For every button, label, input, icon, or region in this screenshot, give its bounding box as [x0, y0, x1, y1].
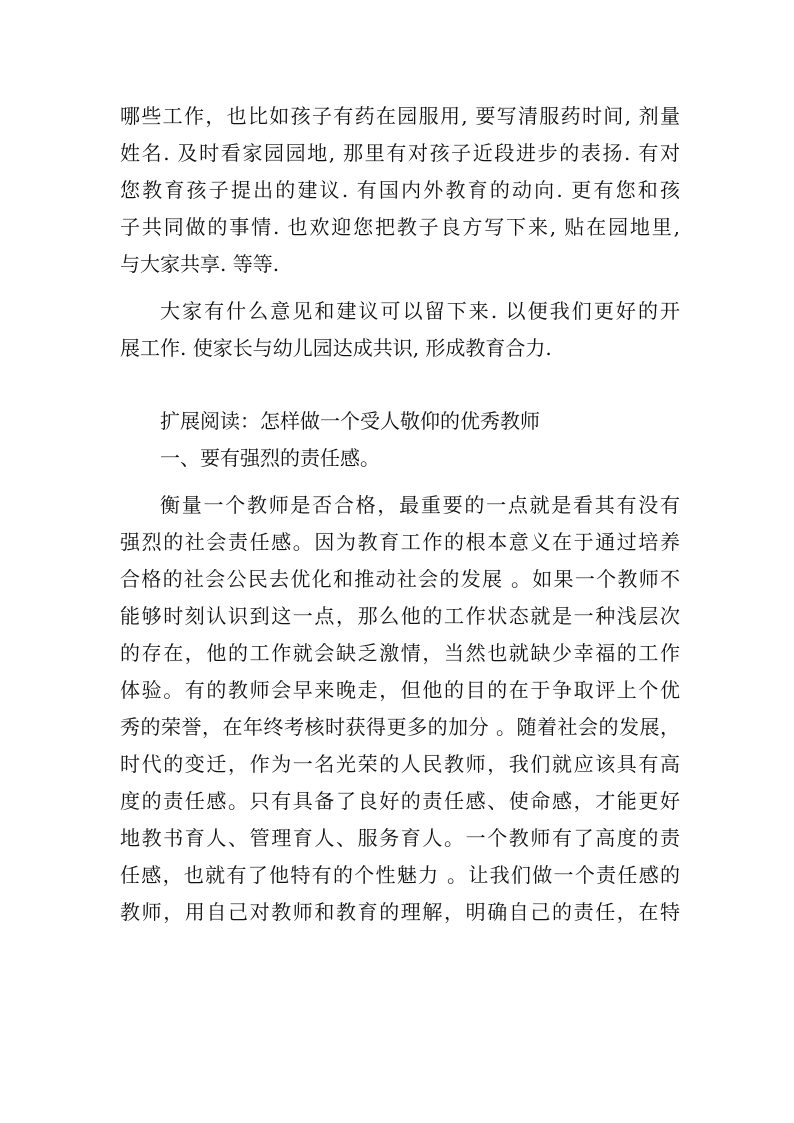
text-line: 度的责任感。只有具备了良好的责任感、使命感，才能更好	[120, 789, 680, 813]
document-page	[120, 98, 680, 931]
extended-reading-heading	[120, 403, 680, 477]
text-line: 姓名. 及时看家园园地, 那里有对孩子近段进步的表扬. 有对	[120, 141, 680, 165]
text-line: 您教育孩子提出的建议. 有国内外教育的动向. 更有您和孩	[120, 178, 680, 202]
text-line: 强烈的社会责任感。因为教育工作的根本意义在于通过培养	[120, 530, 680, 554]
section-title: 扩展阅读：怎样做一个受人敬仰的优秀教师	[160, 409, 540, 433]
text-line: 哪些工作，也比如孩子有药在园服用, 要写清服药时间, 剂量	[120, 104, 680, 128]
text-line: 与大家共享. 等等.	[120, 252, 280, 276]
paragraph-gap	[120, 477, 680, 487]
text-line: 子共同做的事情. 也欢迎您把教子良方写下来, 贴在园地里,	[120, 215, 680, 239]
paragraph-intro	[120, 98, 680, 283]
text-line: 任感，也就有了他特有的个性魅力 。让我们做一个责任感的	[120, 863, 680, 887]
text-line: 时代的变迁，作为一名光荣的人民教师，我们就应该具有高	[120, 752, 680, 776]
text-line: 秀的荣誉，在年终考核时获得更多的加分 。随着社会的发展，	[120, 715, 680, 739]
section-gap	[120, 367, 680, 403]
text-line: 大家有什么意见和建议可以留下来. 以便我们更好的开	[160, 299, 680, 323]
text-line: 合格的社会公民去优化和推动社会的发展 。如果一个教师不	[120, 567, 680, 591]
text-line: 能够时刻认识到这一点，那么他的工作状态就是一种浅层次	[120, 604, 680, 628]
text-line: 地教书育人、管理育人、服务育人。一个教师有了高度的责	[120, 826, 680, 850]
subsection-title: 一、要有强烈的责任感。	[160, 446, 380, 470]
paragraph-responsibility	[120, 487, 680, 931]
text-line: 衡量一个教师是否合格，最重要的一点就是看其有没有	[160, 493, 680, 517]
text-line: 教师，用自己对教师和教育的理解，明确自己的责任，在特	[120, 900, 680, 924]
text-line: 的存在，他的工作就会缺乏激情，当然也就缺少幸福的工作	[120, 641, 680, 665]
text-line: 体验。有的教师会早来晚走，但他的目的在于争取评上个优	[120, 678, 680, 702]
paragraph-suggestions	[120, 293, 680, 367]
text-line: 展工作. 使家长与幼儿园达成共识, 形成教育合力.	[120, 336, 552, 360]
paragraph-gap	[120, 283, 680, 293]
